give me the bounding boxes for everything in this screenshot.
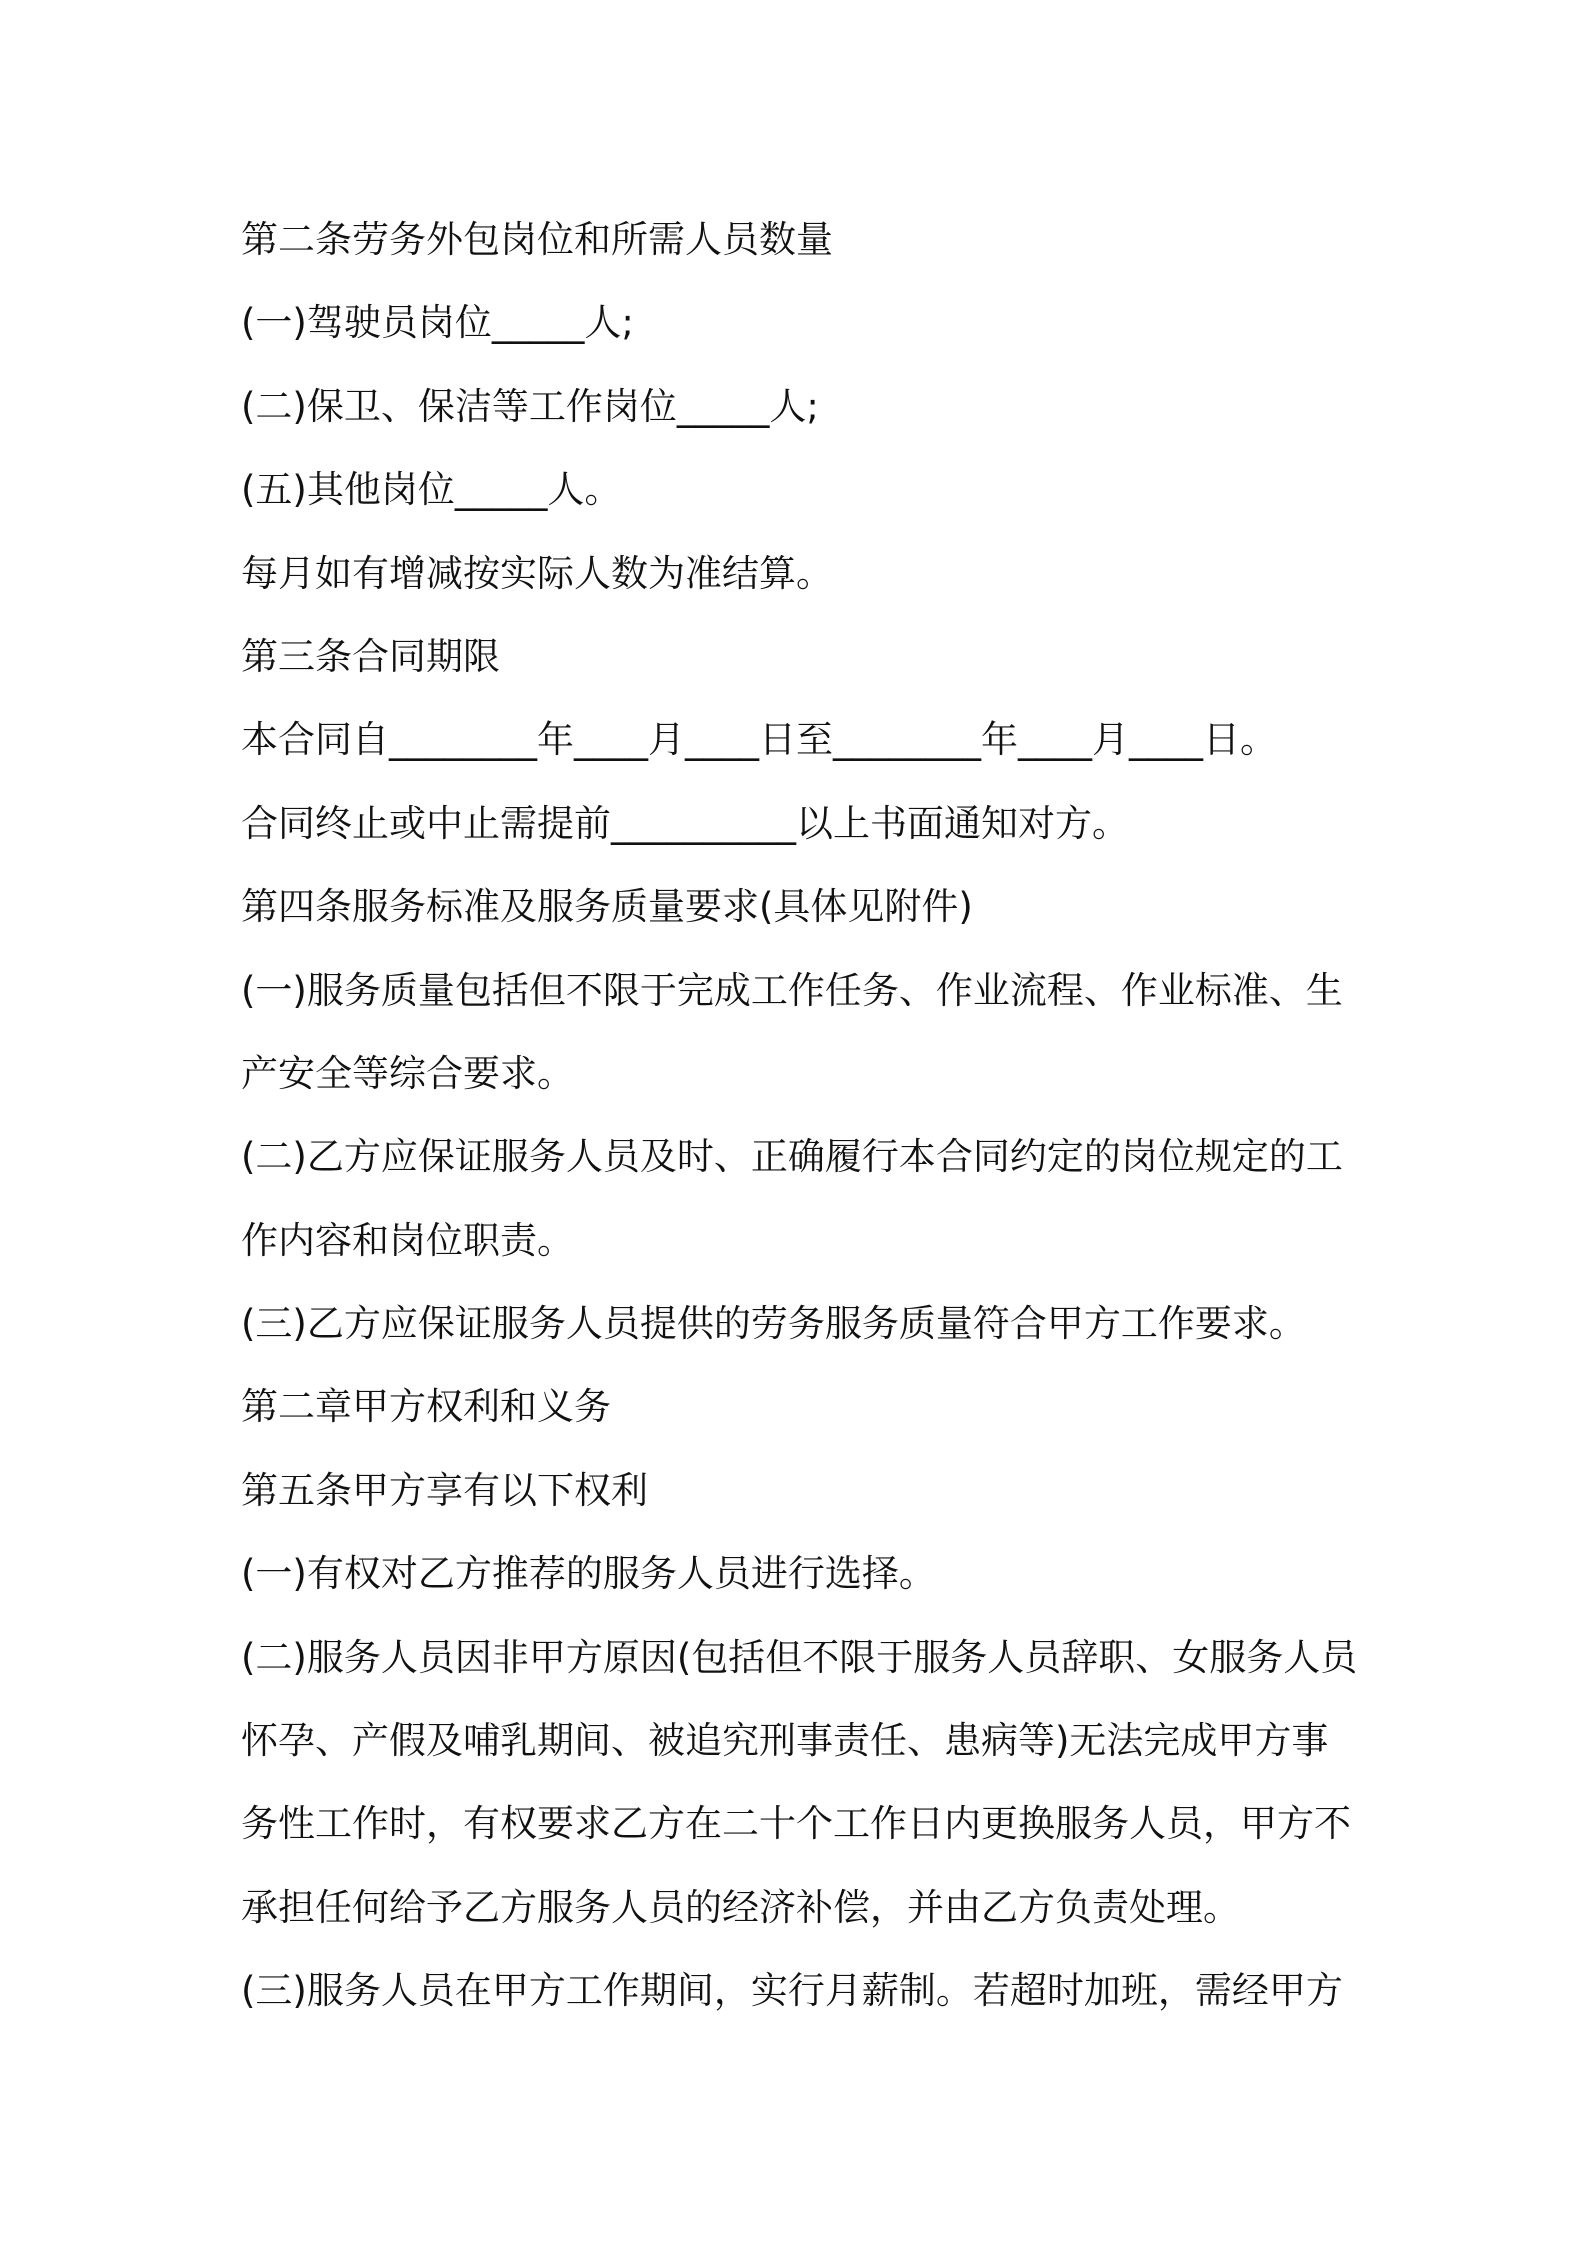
paragraph-other-positions: (五)其他岗位_____人。 (241, 468, 622, 512)
paragraph-driver-positions: (一)驾驶员岗位_____人; (241, 301, 634, 345)
article-5-heading: 第五条甲方享有以下权利 (241, 1468, 648, 1512)
document-body (241, 198, 1363, 2033)
article-2-heading: 第二条劳务外包岗位和所需人员数量 (241, 218, 833, 261)
paragraph-quality-requirements: (三)乙方应保证服务人员提供的劳务服务质量符合甲方工作要求。 (241, 1302, 1306, 1346)
article-3-heading: 第三条合同期限 (241, 634, 500, 678)
paragraph-right-to-select: (一)有权对乙方推荐的服务人员进行选择。 (241, 1552, 936, 1596)
paragraph-monthly-settlement: 每月如有增减按实际人数为准结算。 (241, 551, 833, 595)
paragraph-security-cleaning-positions: (二)保卫、保洁等工作岗位_____人; (241, 384, 819, 428)
paragraph-replacement-line-1: (二)服务人员因非甲方原因(包括但不限于服务人员辞职、女服务人员 (241, 1635, 1358, 1679)
paragraph-contract-term: 本合同自________年____月____日至________年____月____日。 (241, 718, 1277, 762)
paragraph-service-quality-line-2: 产安全等综合要求。 (241, 1051, 574, 1095)
paragraph-termination-notice: 合同终止或中止需提前__________以上书面通知对方。 (241, 801, 1129, 845)
chapter-2-heading: 第二章甲方权利和义务 (241, 1385, 611, 1429)
article-4-heading: 第四条服务标准及服务质量要求(具体见附件) (241, 885, 973, 929)
paragraph-replacement-line-4: 承担任何给予乙方服务人员的经济补偿，并由乙方负责处理。 (241, 1885, 1240, 1929)
paragraph-party-b-duties-line-1: (二)乙方应保证服务人员及时、正确履行本合同约定的岗位规定的工 (241, 1135, 1343, 1179)
paragraph-replacement-line-3: 务性工作时，有权要求乙方在二十个工作日内更换服务人员，甲方不 (241, 1802, 1351, 1846)
paragraph-service-quality-line-1: (一)服务质量包括但不限于完成工作任务、作业流程、作业标准、生 (241, 968, 1343, 1012)
paragraph-monthly-salary-line-1: (三)服务人员在甲方工作期间，实行月薪制。若超时加班，需经甲方 (241, 1969, 1343, 2013)
paragraph-party-b-duties-line-2: 作内容和岗位职责。 (241, 1218, 574, 1262)
paragraph-replacement-line-2: 怀孕、产假及哺乳期间、被追究刑事责任、患病等)无法完成甲方事 (241, 1719, 1329, 1763)
